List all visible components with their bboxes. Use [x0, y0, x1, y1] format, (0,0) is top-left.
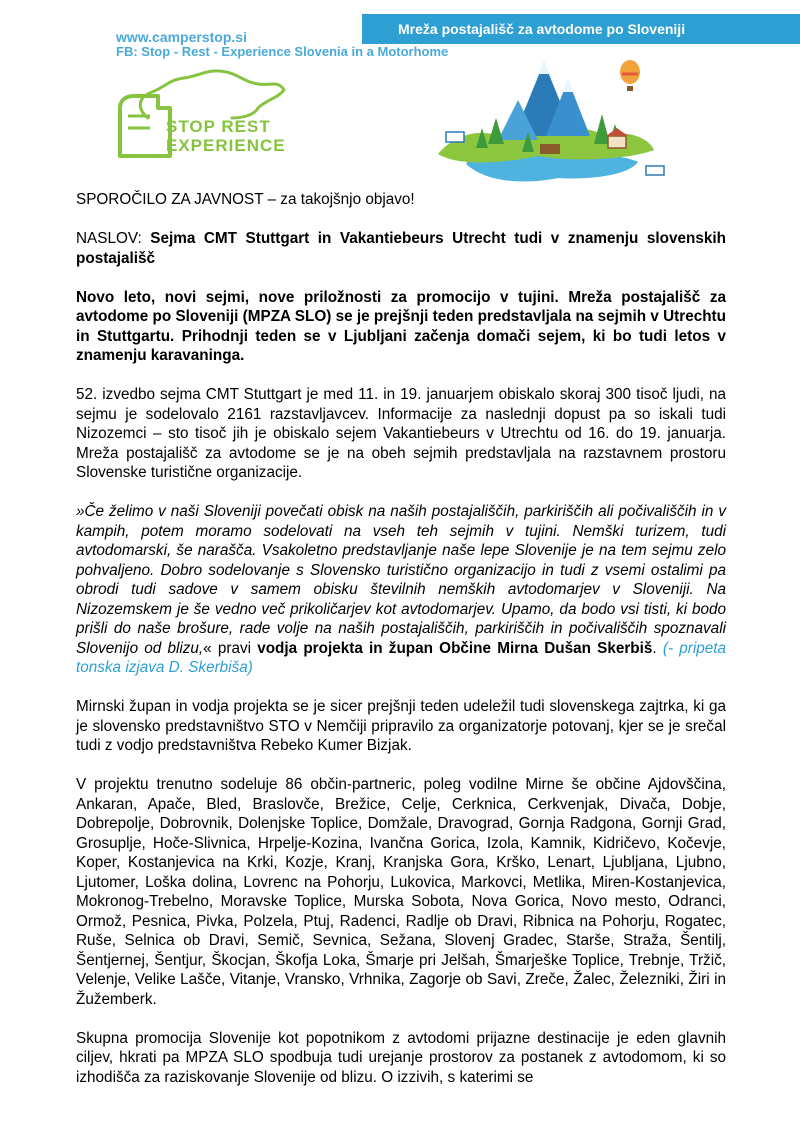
website-url[interactable]: www.camperstop.si: [116, 29, 247, 45]
slovenia-map-outline: [140, 71, 284, 118]
quote-paragraph: [76, 502, 726, 678]
title-text: Sejma CMT Stuttgart in Vakantiebeurs Utrecht tudi v znamenju slovenskih postajališč: [76, 230, 726, 267]
quote-attribution-lead: « pravi: [203, 639, 258, 657]
header-banner: Mreža postajališč za avtodome po Sloveniji: [362, 14, 800, 44]
press-release-body: [76, 190, 726, 1107]
landscape-illustration: [418, 44, 670, 192]
facebook-line: FB: Stop - Rest - Experience Slovenia in a Motorhome: [116, 44, 449, 59]
mountains-icon: [498, 62, 590, 140]
paragraph-breakfast: Mirnski župan in vodja projekta se je sicer prejšnji teden udeležil tudi slovenskega zajtrka, ki ga je slovensko predstavništvo STO v Nemčiji pripravilo za organizatorje potovanj, kjer se je srečal tudi z vodjo predstavništva Rebeko Kumer Bizjak.: [76, 698, 726, 754]
quote-text: »Če želimo v naši Sloveniji povečati obisk na naših postajališčih, parkiriščih ali počivališčih in v kampih, potem moramo sodelovati na vseh teh sejmih v tujini. Nemški turizem, tudi avtodomarski, še narašča. Vsakoletno predstavljanje naše lepe Slovenije je na tem sejmu zelo pohvaljeno. Dobro sodelovanje s Slovensko turistično organizacijo in tudi z vsemi ostalimi pa obrodi tudi sadove v samem obisku številnih nemških avtodomarjev v Sloveniji. Na Nizozemskem je še vedno več prikoličarjev kot avtodomarjev. Upamo, da bodo vsi tisti, ki bodo prišli do naše brošure, rade volje na naših postajališčih, parkiriščih in počivališčih spoznavali Slovenijo od blizu,: [76, 503, 726, 657]
camper-icon: [120, 96, 170, 156]
release-heading: SPOROČILO ZA JAVNOST – za takojšnjo objavo!: [76, 191, 415, 208]
paragraph-promotion: Skupna promocija Slovenije kot popotnikom z avtodomi prijazne destinacije je eden glavnih ciljev, hkrati pa MPZA SLO spodbuja tudi urejanje prostorov za postanek z avtodomom, ki so izhodišča za raziskovanje Slovenije od blizu. O izzivih, s katerimi se: [76, 1029, 726, 1086]
audio-note-link[interactable]: (- pripeta tonska izjava D. Skerbiša): [76, 639, 726, 676]
lead-paragraph: Novo leto, novi sejmi, nove priložnosti za promocijo v tujini. Mreža postajališč za avtodome po Sloveniji (MPZA SLO) se je prejšnji teden predstavljala na sejmih v Utrechtu in Stuttgartu. Prihodnji teden se v Ljubljani začenja domači sejem, ki bo tudi letos v znamenju karavaninga.: [76, 288, 726, 364]
title-label: NASLOV:: [76, 230, 151, 247]
paragraph-municipalities: V projektu trenutno sodeluje 86 občin-partneric, poleg vodilne Mirne še občine Ajdovščina, Ankaran, Apače, Bled, Braslovče, Brežice, Celje, Cerknica, Cerkvenjak, Divača, Dobje, Dobrepolje, Dobrovnik, Dolenjske Toplice, Domžale, Dravograd, Gornja Radgona, Gornji Grad, Grosuplje, Hoče-Slivnica, Hrpelje-Kozina, Ivančna Gorica, Izola, Kamnik, Kidričevo, Kočevje, Koper, Kostanjevica na Krki, Kozje, Kranj, Kranjska Gora, Krško, Lenart, Ljubljana, Ljubno, Ljutomer, Loška dolina, Lovrenc na Pohorju, Lukovica, Markovci, Metlika, Miren-Kostanjevica, Mokronog-Trebelno, Moravske Toplice, Murska Sobota, Nova Gorica, Novo mesto, Odranci, Ormož, Pesnica, Pivka, Polzela, Ptuj, Radenci, Radlje ob Dravi, Ribnica na Pohorju, Rogatec, Ruše, Selnica ob Dravi, Semič, Sevnica, Sežana, Slovenj Gradec, Starše, Straža, Šentilj, Šentjernej, Šentjur, Škocjan, Škofja Loka, Šmarje pri Jelšah, Šmarješke Toplice, Trebnje, Tržič, Velenje, Velike Lašče, Vitanje, Vransko, Vrhnika, Zagorje ob Savi, Zreče, Žalec, Železniki, Žiri in Žužemberk.: [76, 776, 726, 1008]
quote-speaker: vodja projekta in župan Občine Mirna Dušan Skerbiš: [257, 639, 653, 657]
hot-air-balloon-icon: [620, 60, 640, 91]
logo-text-experience: EXPERIENCE: [166, 136, 286, 155]
paragraph-stuttgart: 52. izvedbo sejma CMT Stuttgart je med 11. in 19. januarjem obiskalo skoraj 300 tisoč ljudi, na sejmu je sodelovalo 2161 razstavljavcev. Informacije za naslednji dopust pa so iskali tudi Nizozemci – sto tisoč jih je obiskalo sejem Vakantiebeurs v Utrechtu od 16. do 19. januarja. Mreža postajališč za avtodome se je na obeh sejmih predstavljala na razstavnem prostoru Slovenske turistične organizacije.: [76, 386, 726, 481]
logo-text-stop-rest: STOP REST: [166, 117, 271, 136]
article-title: [76, 229, 726, 268]
quote-dot: .: [652, 639, 663, 657]
